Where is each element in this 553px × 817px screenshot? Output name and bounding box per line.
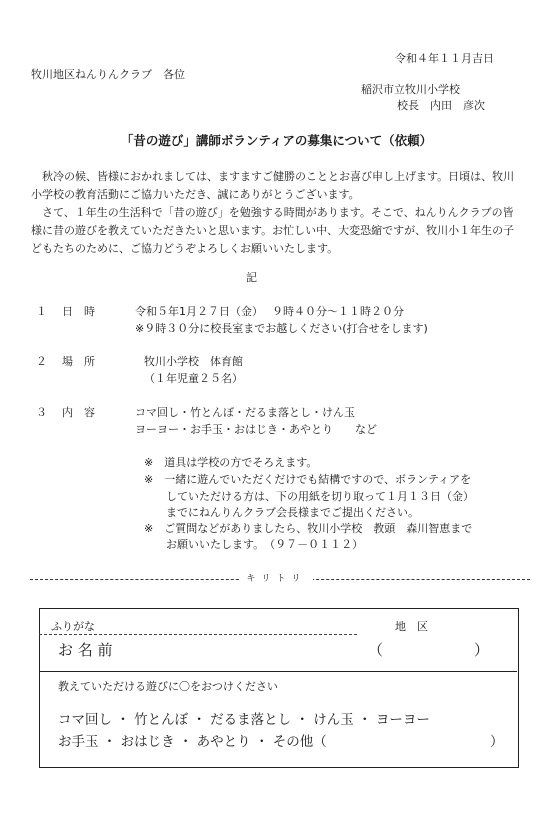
note-line: ※ 道具は学校の方でそろえます。 [144, 456, 318, 469]
note-line: ※ 一緒に遊んでいただくだけでも結構ですので、ボランティアを [144, 473, 472, 486]
school-name: 稲沢市立牧川小学校 [361, 83, 460, 96]
item-label-datetime: 日 時 [62, 305, 95, 318]
issue-date: 令和４年１１月吉日 [395, 52, 494, 65]
furigana-line [39, 634, 357, 635]
ki-heading: 記 [246, 271, 257, 284]
note-line: までにねんりんクラブ会長様までご提出ください。 [144, 506, 419, 519]
furigana-label: ふりがな [51, 620, 95, 633]
games-options-line1: コマ回し ・ 竹とんぼ ・ だるま落とし ・ けん玉 ・ ヨーヨー [58, 712, 430, 728]
paragraph-request: さて、１年生の生活科で「昔の遊び」を勉強する時間があります。そこで、ねんりんクラブの皆様に昔の遊びを教えていただきたいと思います。お忙しい中、大変恐縮ですが、牧川小１年生の子どもたちのために、ご協力どうぞよろしくお願いいたします。 [31, 206, 515, 255]
item-number: １ [36, 305, 47, 318]
district-paren-close: ） [474, 641, 490, 659]
cut-label: キリトリ [0, 571, 553, 586]
note-line: ※ ご質問などがありましたら、牧川小学校 教頭 森川智恵まで [144, 522, 473, 535]
item-label-content: 内 容 [62, 406, 95, 419]
item-number: ２ [36, 355, 47, 368]
item-number: ３ [36, 406, 47, 419]
paragraph-greeting: 秋冷の候、皆様におかれましては、ますますご健勝のこととお喜び申し上げます。日頃は、牧川小学校の教育活動にご協力いただき、誠にありがとうございます。 [31, 170, 515, 201]
item-value-content-line2: ヨーヨー・お手玉・おはじき・あやとり など [135, 423, 377, 436]
note-line: お願いいたします。 （９７－０１１２） [144, 538, 364, 551]
item-value-place: 牧川小学校 体育館 [144, 355, 243, 368]
item-value-place-note: （１年児童２５名） [144, 372, 243, 385]
note-line: していただける方は、下の用紙を切り取って１月１３日（金） [144, 490, 474, 503]
name-label: お 名 前 [58, 641, 113, 659]
recipient: 牧川地区ねんりんクラブ 各位 [31, 68, 185, 81]
item-value-datetime: 令和５年1月２７日（金） ９時４０分～１１時２０分 [135, 305, 404, 318]
document-title: 「昔の遊び」講師ボランティアの募集について（依頼） [120, 133, 433, 148]
form-divider [39, 671, 517, 672]
district-paren-open: （ [368, 641, 384, 659]
item-value-datetime-note: ※９時３０分に校長室までお越しください(打合せをします) [135, 322, 428, 335]
games-other-paren-close: ） [490, 734, 504, 750]
form-instruction: 教えていただける遊びに〇をおつけください [58, 680, 278, 693]
item-label-place: 場 所 [62, 355, 95, 368]
principal-name: 校長 内田 彦次 [397, 99, 485, 112]
district-label: 地 区 [395, 620, 428, 633]
games-options-line2: お手玉 ・ おはじき ・ あやとり ・ その他（ [58, 734, 327, 750]
item-value-content-line1: コマ回し・竹とんぼ・だるま落とし・けん玉 [135, 406, 355, 419]
